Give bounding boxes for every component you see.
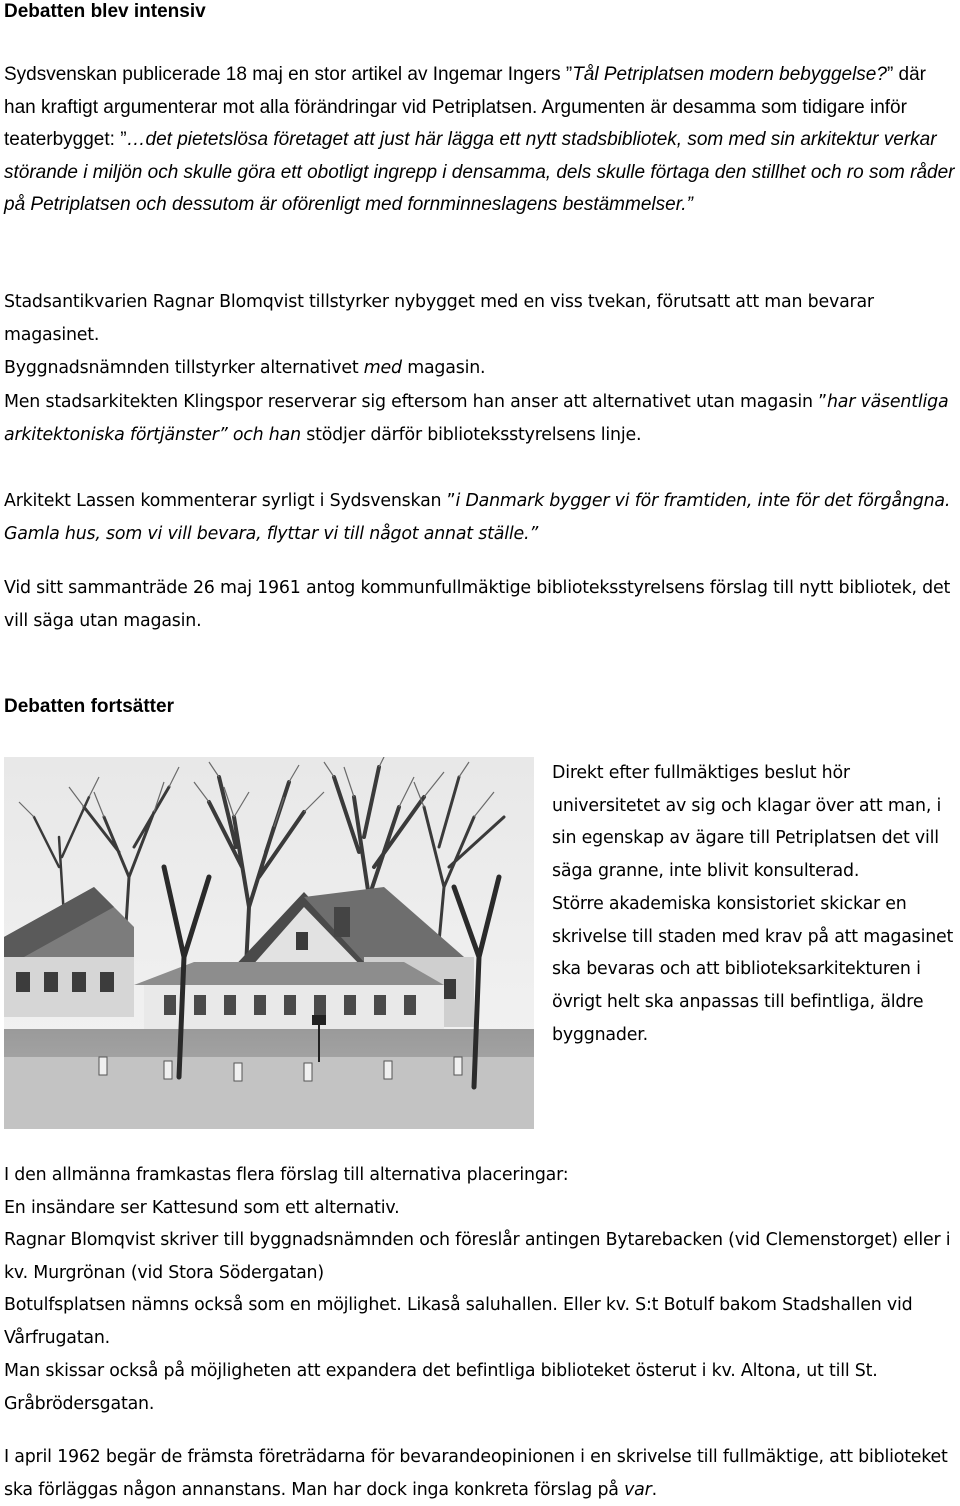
italic-word: var <box>624 1479 652 1500</box>
italic-word: med <box>363 358 402 378</box>
text-span: I april 1962 begär de främsta företrädarna för bevarandeopinionen i en skrivelse till fullmäktige, att biblioteket ska förläggas någon annanstans. Man har dock inga konkreta förslag på <box>4 1447 948 1500</box>
paragraph-forslag-intro: I den allmänna framkastas flera förslag till alternativa placeringar: <box>4 1165 569 1185</box>
italic-quote: …det pietetslösa företaget att just här lägga ett nytt stadsbibliotek, som med sin arkitektur verkar störande i miljön och skulle göra ett obotligt ingrepp i densamma, dels skulle förtaga den stillhet och ro som råder på Petriplatsen och dessutom är oförenligt med fornminneslagens bestämmelser.” <box>4 129 955 215</box>
paragraph-stadsantikvarien: Stadsantikvarien Ragnar Blomqvist tillstyrker nybygget med en viss tvekan, förutsatt att man bevarar magasinet. <box>4 292 874 345</box>
paragraph-universitetet: Direkt efter fullmäktiges beslut hör universitetet av sig och klagar över att man, i sin egenskap av ägare till Petriplatsen det vill säga granne, inte blivit konsulterad. <box>552 763 942 882</box>
paragraph-konsistoriet: Större akademiska konsistoriet skickar en skrivelse till staden med krav på att magasinet ska bevaras och att biblioteksarkitekturen i övrigt helt ska anpassas till befintliga, äldre byggnader. <box>552 893 954 1045</box>
text-span: Byggnadsnämnden tillstyrker alternativet <box>4 358 364 378</box>
paragraph-altona: Man skissar också på möjligheten att expandera det befintliga biblioteket österut i kv. Altona, ut till St. Gråbrödersgatan. <box>4 1361 878 1414</box>
text-span: stödjer därför biblioteksstyrelsens linje. <box>300 424 642 445</box>
italic-quote: har väsentliga arkitektoniska förtjänster” och han <box>4 392 949 445</box>
paragraph-botulfsplatsen: Botulfsplatsen nämns också som en möjlighet. Likaså saluhallen. Eller kv. S:t Botulf bakom Stadshallen vid Vårfrugatan. <box>4 1295 913 1348</box>
paragraph-byggnadsnamnden <box>4 352 956 385</box>
paragraph-sydsvenskan <box>4 59 956 222</box>
paragraph-april-1962 <box>4 1441 956 1506</box>
text-span: Arkitekt Lassen kommenterar syrligt i Sydsvenskan ” <box>4 491 456 511</box>
heading-debatten-blev-intensiv: Debatten blev intensiv <box>4 1 206 22</box>
photo-illustration <box>4 757 534 1129</box>
text-span: . <box>651 1479 657 1500</box>
paragraph-kattesund: En insändare ser Kattesund som ett alternativ. <box>4 1198 400 1218</box>
paragraph-blomqvist: Ragnar Blomqvist skriver till byggnadsnämnden och föreslår antingen Bytarebacken (vid Clemenstorget) eller i kv. Murgrönan (vid Stora Södergatan) <box>4 1230 951 1283</box>
text-span: ” där han kraftigt argumenterar mot alla förändringar vid Petriplatsen. Argumenten är desamma som tidigare inför teaterbygget: ” <box>4 64 927 150</box>
text-span: magasin. <box>401 358 486 378</box>
photo-side-text <box>552 757 956 1051</box>
italic-title: Tål Petriplatsen modern bebyggelse? <box>572 64 887 85</box>
paragraph-stadsarkitekten <box>4 386 956 451</box>
heading-debatten-fortsatter: Debatten fortsätter <box>4 696 174 717</box>
library-building-photo <box>4 757 534 1129</box>
paragraph-sammantrade: Vid sitt sammanträde 26 maj 1961 antog kommunfullmäktige biblioteksstyrelsens förslag till nytt bibliotek, det vill säga utan magasin. <box>4 578 951 631</box>
text-span: Men stadsarkitekten Klingspor reserverar sig eftersom han anser att alternativet utan magasin ” <box>4 392 827 412</box>
text-span: Sydsvenskan publicerade 18 maj en stor artikel av Ingemar Ingers ” <box>4 64 573 85</box>
paragraph-lassen <box>4 485 956 550</box>
italic-quote: i Danmark bygger vi för framtiden, inte för det förgångna. Gamla hus, som vi vill bevara, flyttar vi till något annat ställe.” <box>4 491 951 544</box>
